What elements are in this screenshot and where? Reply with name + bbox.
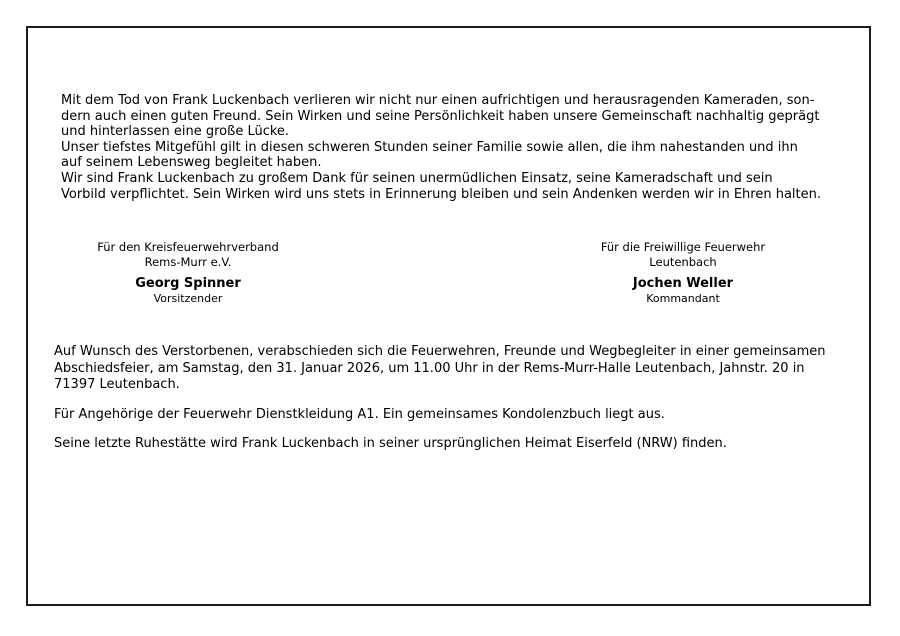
resting-place: Seine letzte Ruhestätte wird Frank Luckenbach in seiner ursprünglichen Heimat Eiserfeld (NRW) finden. — [54, 436, 727, 451]
dress-code: Für Angehörige der Feuerwehr Dienstkleidung A1. Ein gemeinsames Kondolenzbuch liegt aus. — [54, 406, 665, 422]
ceremony-details: Auf Wunsch des Verstorbenen, verabschieden sich die Feuerwehren, Freunde und Wegbegleiter in einer gemeinsamen Abschiedsfeier, am Samstag, den 31. Januar 2026, um 11.00 Uhr in der Rems-Murr-Halle Leutenbach, Jahnstr. 20 in 71397 Leutenbach. — [54, 344, 826, 392]
signature-right — [553, 240, 813, 305]
intro-paragraph-2: Unser tiefstes Mitgefühl gilt in diesen schweren Stunden seiner Familie sowie allen, die ihm nahestanden und ihn auf seinem Lebensweg begleitet haben. — [61, 139, 798, 171]
ceremony-info — [54, 344, 834, 466]
signature-left-role: Vorsitzender — [153, 292, 223, 305]
signature-right-name: Jochen Weller — [632, 276, 734, 291]
signature-left — [58, 240, 318, 305]
signature-left-org-line2: Rems-Murr e.V. — [144, 255, 232, 269]
signature-right-org-line2: Leutenbach — [649, 255, 717, 269]
signature-right-org-line1: Für die Freiwillige Feuerwehr — [600, 240, 766, 254]
signature-right-role: Kommandant — [646, 292, 720, 305]
intro-paragraph-3: Wir sind Frank Luckenbach zu großem Dank für seinen unermüdlichen Einsatz, seine Kameradschaft und sein Vorbild verpflichtet. Sein Wirken wird uns stets in Erinnerung bleiben und sein Andenken werden wir in Ehren halten. — [61, 170, 822, 202]
signature-left-name: Georg Spinner — [135, 276, 241, 291]
intro-text — [61, 93, 821, 202]
signature-left-org-line1: Für den Kreisfeuerwehrverband — [97, 240, 279, 254]
intro-paragraph-1: Mit dem Tod von Frank Luckenbach verlieren wir nicht nur einen aufrichtigen und herausragenden Kameraden, sondern auch einen guten Freund. Sein Wirken und seine Persönlichkeit haben unsere Gemeinschaft nachhaltig geprägt und hinterlassen eine große Lücke. — [61, 93, 820, 140]
